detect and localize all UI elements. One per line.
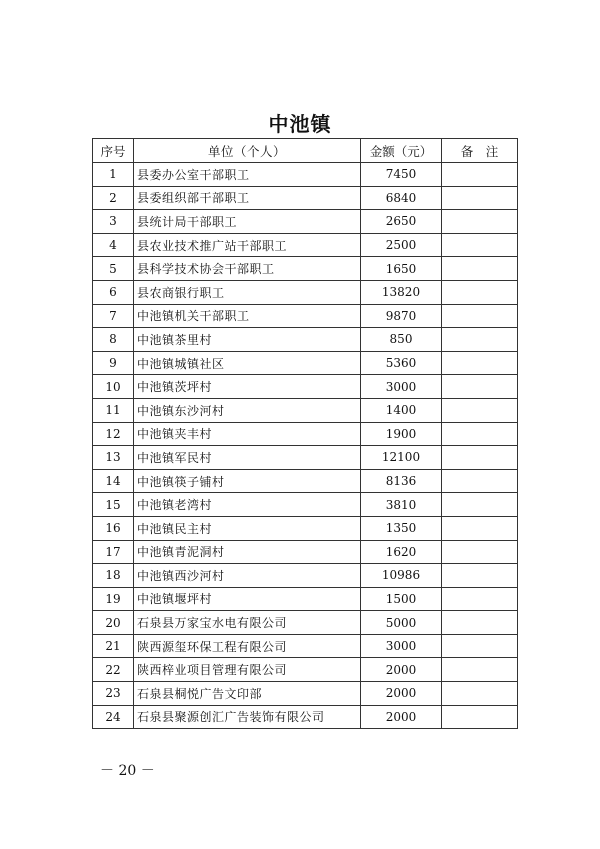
table-row: [93, 280, 518, 304]
row-index: 12: [93, 422, 134, 446]
table-row: [93, 564, 518, 588]
row-index: 11: [93, 398, 134, 422]
row-note: [442, 446, 518, 470]
table-header-row: [93, 139, 518, 163]
row-note: [442, 280, 518, 304]
row-note: [442, 186, 518, 210]
row-unit: 中池镇城镇社区: [134, 351, 361, 375]
donation-table: [92, 138, 518, 729]
row-note: [442, 257, 518, 281]
row-note: [442, 351, 518, 375]
row-note: [442, 469, 518, 493]
table-row: [93, 304, 518, 328]
row-amount: 5360: [361, 351, 442, 375]
row-unit: 中池镇东沙河村: [134, 398, 361, 422]
row-unit: 陕西梓业项目管理有限公司: [134, 658, 361, 682]
row-unit: 县统计局干部职工: [134, 210, 361, 234]
row-unit: 县农商银行职工: [134, 280, 361, 304]
table-row: [93, 186, 518, 210]
row-index: 18: [93, 564, 134, 588]
row-amount: 3810: [361, 493, 442, 517]
row-amount: 1500: [361, 587, 442, 611]
row-index: 16: [93, 516, 134, 540]
row-amount: 850: [361, 328, 442, 352]
row-index: 21: [93, 634, 134, 658]
row-unit: 中池镇茨坪村: [134, 375, 361, 399]
row-index: 19: [93, 587, 134, 611]
row-index: 14: [93, 469, 134, 493]
row-unit: 县委组织部干部职工: [134, 186, 361, 210]
row-amount: 8136: [361, 469, 442, 493]
row-unit: 中池镇茶里村: [134, 328, 361, 352]
header-unit: 单位（个人）: [134, 139, 361, 163]
row-unit: 石泉县聚源创汇广告装饰有限公司: [134, 705, 361, 729]
row-unit: 石泉县桐悦广告文印部: [134, 682, 361, 706]
row-note: [442, 210, 518, 234]
row-amount: 9870: [361, 304, 442, 328]
table-row: [93, 328, 518, 352]
row-unit: 中池镇青泥洞村: [134, 540, 361, 564]
row-unit: 中池镇西沙河村: [134, 564, 361, 588]
row-note: [442, 611, 518, 635]
table-row: [93, 634, 518, 658]
table-row: [93, 375, 518, 399]
table-row: [93, 611, 518, 635]
table-row: [93, 351, 518, 375]
row-note: [442, 564, 518, 588]
row-amount: 1900: [361, 422, 442, 446]
row-note: [442, 493, 518, 517]
row-note: [442, 658, 518, 682]
row-note: [442, 540, 518, 564]
row-amount: 7450: [361, 163, 442, 187]
table-row: [93, 540, 518, 564]
row-unit: 县农业技术推广站干部职工: [134, 233, 361, 257]
header-note: 备 注: [442, 139, 518, 163]
table-row: [93, 446, 518, 470]
header-index: 序号: [93, 139, 134, 163]
header-amount: 金额（元）: [361, 139, 442, 163]
row-amount: 3000: [361, 634, 442, 658]
row-amount: 1350: [361, 516, 442, 540]
row-unit: 中池镇机关干部职工: [134, 304, 361, 328]
row-amount: 2000: [361, 705, 442, 729]
row-unit: 石泉县万家宝水电有限公司: [134, 611, 361, 635]
row-note: [442, 422, 518, 446]
row-unit: 中池镇民主村: [134, 516, 361, 540]
row-amount: 10986: [361, 564, 442, 588]
row-amount: 2650: [361, 210, 442, 234]
row-unit: 中池镇夹丰村: [134, 422, 361, 446]
row-index: 4: [93, 233, 134, 257]
row-note: [442, 516, 518, 540]
row-index: 13: [93, 446, 134, 470]
row-note: [442, 682, 518, 706]
table-row: [93, 658, 518, 682]
row-index: 23: [93, 682, 134, 706]
table-row: [93, 398, 518, 422]
table-row: [93, 233, 518, 257]
row-index: 2: [93, 186, 134, 210]
row-unit: 县科学技术协会干部职工: [134, 257, 361, 281]
row-amount: 2000: [361, 682, 442, 706]
row-index: 10: [93, 375, 134, 399]
row-unit: 中池镇军民村: [134, 446, 361, 470]
table-row: [93, 163, 518, 187]
row-note: [442, 163, 518, 187]
row-index: 5: [93, 257, 134, 281]
row-amount: 2500: [361, 233, 442, 257]
row-amount: 3000: [361, 375, 442, 399]
row-amount: 1620: [361, 540, 442, 564]
table-row: [93, 587, 518, 611]
row-note: [442, 634, 518, 658]
row-amount: 13820: [361, 280, 442, 304]
row-amount: 1400: [361, 398, 442, 422]
row-amount: 6840: [361, 186, 442, 210]
row-index: 3: [93, 210, 134, 234]
row-index: 22: [93, 658, 134, 682]
row-note: [442, 328, 518, 352]
row-amount: 1650: [361, 257, 442, 281]
row-note: [442, 705, 518, 729]
table-row: [93, 210, 518, 234]
row-amount: 12100: [361, 446, 442, 470]
table-row: [93, 422, 518, 446]
row-index: 6: [93, 280, 134, 304]
row-note: [442, 587, 518, 611]
row-note: [442, 375, 518, 399]
row-unit: 陕西源玺环保工程有限公司: [134, 634, 361, 658]
page-title: 中池镇: [268, 112, 332, 136]
row-amount: 5000: [361, 611, 442, 635]
row-index: 7: [93, 304, 134, 328]
row-note: [442, 304, 518, 328]
table-row: [93, 682, 518, 706]
row-unit: 中池镇筷子铺村: [134, 469, 361, 493]
row-index: 1: [93, 163, 134, 187]
row-index: 17: [93, 540, 134, 564]
row-index: 24: [93, 705, 134, 729]
table-row: [93, 257, 518, 281]
row-note: [442, 233, 518, 257]
table-row: [93, 516, 518, 540]
page-number: － 20 －: [100, 763, 155, 779]
row-note: [442, 398, 518, 422]
table-row: [93, 705, 518, 729]
table-row: [93, 469, 518, 493]
row-index: 15: [93, 493, 134, 517]
row-index: 20: [93, 611, 134, 635]
row-unit: 县委办公室干部职工: [134, 163, 361, 187]
row-amount: 2000: [361, 658, 442, 682]
row-index: 8: [93, 328, 134, 352]
table-row: [93, 493, 518, 517]
row-unit: 中池镇堰坪村: [134, 587, 361, 611]
row-unit: 中池镇老湾村: [134, 493, 361, 517]
row-index: 9: [93, 351, 134, 375]
